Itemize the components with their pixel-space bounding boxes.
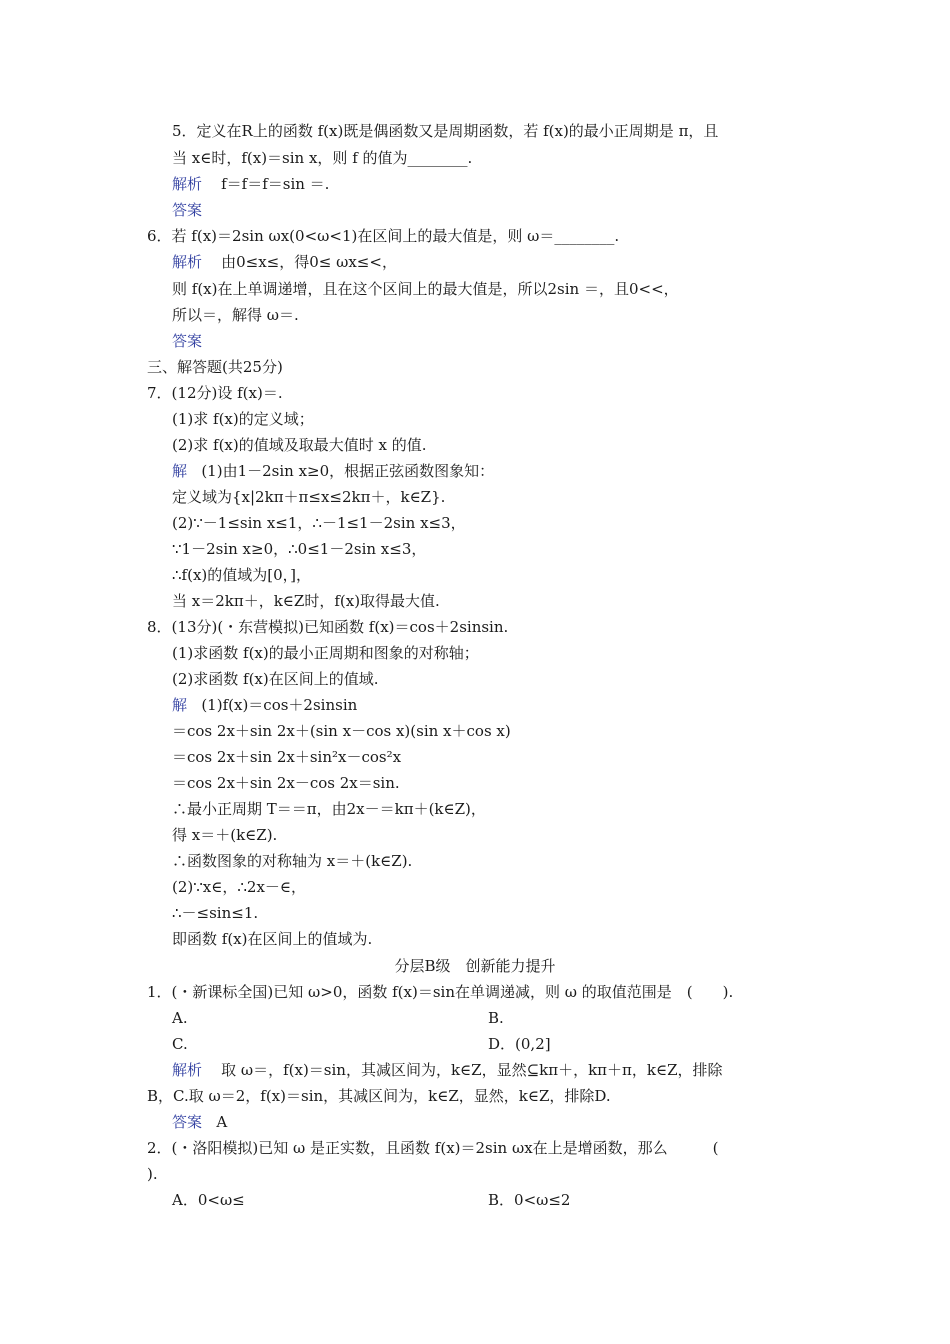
- q7-sol6: 当 x＝2kπ＋，k∈Z时，f(x)取得最大值.: [172, 592, 440, 610]
- b1-option-d: D．(0,2]: [488, 1035, 551, 1053]
- answer-label: 答案: [172, 1113, 203, 1131]
- q7-sol1: [172, 461, 494, 481]
- b1-answer: [172, 1112, 227, 1132]
- analysis-label: 解析: [172, 175, 203, 193]
- q6-line1: 6．若 f(x)＝2sin ωx(0<ω<1)在区间上的最大值是，则 ω＝________.: [147, 227, 620, 245]
- q7-sol3: (2)∵－1≤sin x≤1，∴－1≤1－2sin x≤3，: [172, 514, 466, 532]
- q7-sol5: ∴f(x)的值域为[0，]，: [172, 566, 312, 584]
- q8-sol2: ＝cos 2x＋sin 2x＋(sin x－cos x)(sin x＋cos x): [172, 722, 511, 740]
- q8-line1: 8．(13分)(・东营模拟)已知函数 f(x)＝cos＋2sinsin.: [147, 618, 509, 636]
- section-heading: 三、解答题(共25分): [147, 358, 283, 376]
- b1-analysis: [172, 1060, 723, 1080]
- answer-label: 答案: [172, 201, 203, 219]
- q5-line2: 当 x∈时，f(x)＝sin x，则 f 的值为________.: [172, 149, 473, 167]
- q5-analysis: [172, 174, 329, 194]
- b1-answer-text: A: [216, 1113, 228, 1131]
- q6-answer: [172, 331, 202, 351]
- b2-line2: ).: [147, 1165, 158, 1183]
- q6-analysis-text: 由0≤x≤，得0≤ ωx≤<，: [221, 253, 397, 271]
- q8-part2: (2)求函数 f(x)在区间上的值域.: [172, 670, 379, 688]
- q8-sol8: (2)∵x∈，∴2x－∈，: [172, 878, 307, 896]
- q8-sol9: ∴－≤sin≤1.: [172, 904, 259, 922]
- q8-sol1-text: (1)f(x)＝cos＋2sinsin: [201, 696, 358, 714]
- b1-option-c: C.: [172, 1035, 188, 1053]
- q7-sol1-text: (1)由1－2sin x≥0，根据正弦函数图象知：: [201, 462, 495, 480]
- q7-sol4: ∵1－2sin x≥0，∴0≤1－2sin x≤3，: [172, 540, 427, 558]
- analysis-label: 解析: [172, 253, 203, 271]
- q7-part1: (1)求 f(x)的定义域；: [172, 410, 314, 428]
- q5-answer: [172, 200, 202, 220]
- q8-sol6: 得 x＝＋(k∈Z).: [172, 826, 278, 844]
- b1-analysis-text: 取 ω＝，f(x)＝sin，其减区间为，k∈Z，显然⊆kπ＋，kπ＋π，k∈Z，排除: [221, 1061, 723, 1079]
- b1-analysis-line2: B，C.取 ω＝2，f(x)＝sin，其减区间为，k∈Z，显然，k∈Z，排除D.: [147, 1087, 611, 1105]
- q7-part2: (2)求 f(x)的值域及取最大值时 x 的值.: [172, 436, 427, 454]
- b1-line1: 1．(・新课标全国)已知 ω>0，函数 f(x)＝sin在单调递减，则 ω 的取值范围是 ( ).: [147, 983, 734, 1001]
- q8-sol1: [172, 695, 357, 715]
- q8-part1: (1)求函数 f(x)的最小正周期和图象的对称轴；: [172, 644, 479, 662]
- answer-label: 答案: [172, 332, 203, 350]
- q8-sol4: ＝cos 2x＋sin 2x－cos 2x＝sin.: [172, 774, 400, 792]
- q7-sol2: 定义域为{x|2kπ＋π≤x≤2kπ＋，k∈Z}.: [172, 488, 446, 506]
- q5-line1: 5．定义在R上的函数 f(x)既是偶函数又是周期函数，若 f(x)的最小正周期是 π，且: [172, 122, 719, 140]
- q5-analysis-text: f＝f＝f＝sin ＝.: [221, 175, 330, 193]
- q6-line3: 则 f(x)在上单调递增，且在这个区间上的最大值是，所以2sin ＝，且0<<，: [172, 280, 679, 298]
- q6-line4: 所以＝，解得 ω＝.: [172, 306, 299, 324]
- b1-option-a: A.: [172, 1009, 188, 1027]
- q8-sol10: 即函数 f(x)在区间上的值域为.: [172, 930, 373, 948]
- q8-sol7: ∴函数图象的对称轴为 x＝＋(k∈Z).: [172, 852, 413, 870]
- q8-sol5: ∴最小正周期 T＝＝π，由2x－＝kπ＋(k∈Z)，: [172, 800, 486, 818]
- q7-line1: 7．(12分)设 f(x)＝.: [147, 384, 283, 402]
- analysis-label: 解析: [172, 1061, 203, 1079]
- q8-sol3: ＝cos 2x＋sin 2x＋sin²x－cos²x: [172, 748, 402, 766]
- b2-line1: 2．(・洛阳模拟)已知 ω 是正实数，且函数 f(x)＝2sin ωx在上是增函数，那么 (: [147, 1139, 719, 1157]
- q6-analysis: [172, 252, 397, 272]
- solution-label: 解: [172, 462, 188, 480]
- level-b-heading: 分层B级 创新能力提升: [394, 957, 556, 975]
- solution-label: 解: [172, 696, 188, 714]
- b1-option-b: B.: [488, 1009, 504, 1027]
- b2-option-a: A．0<ω≤: [172, 1191, 245, 1209]
- b2-option-b: B．0<ω≤2: [488, 1191, 571, 1209]
